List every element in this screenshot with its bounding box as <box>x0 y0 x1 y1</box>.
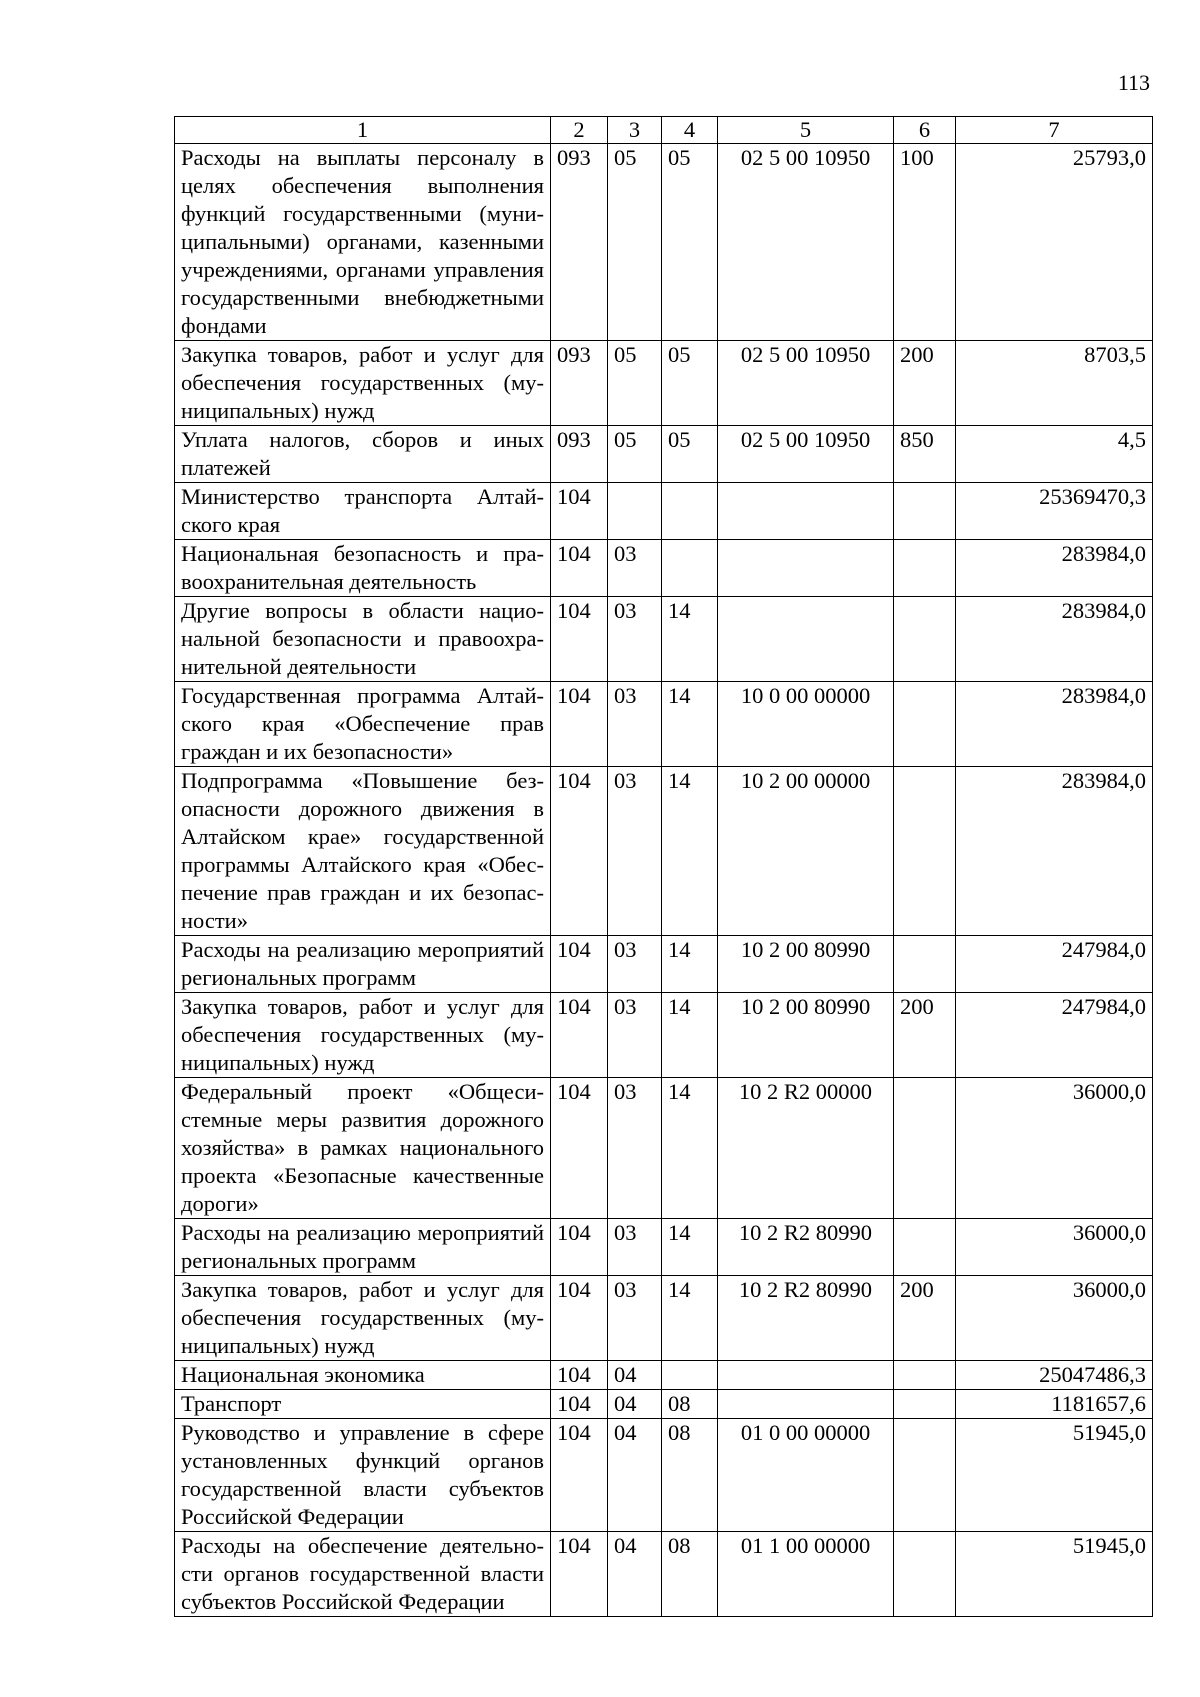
column-header-4: 4 <box>662 117 718 144</box>
expense-type-cell <box>894 597 956 682</box>
amount-cell: 36000,0 <box>956 1276 1153 1361</box>
table-row <box>175 1419 1153 1532</box>
section-code-cell: 04 <box>608 1361 662 1390</box>
amount-cell: 283984,0 <box>956 597 1153 682</box>
grbs-code-cell: 104 <box>551 1532 608 1617</box>
table-body <box>175 144 1153 1617</box>
section-code-cell: 04 <box>608 1419 662 1532</box>
section-code-cell: 03 <box>608 597 662 682</box>
amount-cell: 247984,0 <box>956 936 1153 993</box>
subsection-code-cell: 14 <box>662 767 718 936</box>
section-code-cell: 03 <box>608 1276 662 1361</box>
column-header-1: 1 <box>175 117 551 144</box>
table-row <box>175 682 1153 767</box>
target-article-cell <box>718 1390 894 1419</box>
expense-type-cell: 200 <box>894 1276 956 1361</box>
subsection-code-cell: 14 <box>662 1078 718 1219</box>
section-code-cell: 03 <box>608 682 662 767</box>
expense-name-cell: Федеральный проект «Общесистемные меры развития дорожного хозяйства» в рамках национального проекта «Безопасные качественные дороги» <box>175 1078 551 1219</box>
column-header-6: 6 <box>894 117 956 144</box>
column-header-7: 7 <box>956 117 1153 144</box>
subsection-code-cell: 05 <box>662 426 718 483</box>
expense-name-cell: Другие вопросы в области национальной безопасности и правоохранительной деятельности <box>175 597 551 682</box>
expense-name-cell: Расходы на обеспечение деятельности органов государственной власти субъектов Российской Федерации <box>175 1532 551 1617</box>
amount-cell: 283984,0 <box>956 767 1153 936</box>
subsection-code-cell <box>662 483 718 540</box>
grbs-code-cell: 104 <box>551 682 608 767</box>
amount-cell: 283984,0 <box>956 682 1153 767</box>
expense-type-cell: 200 <box>894 993 956 1078</box>
target-article-cell <box>718 597 894 682</box>
section-code-cell: 03 <box>608 540 662 597</box>
section-code-cell: 03 <box>608 993 662 1078</box>
amount-cell: 247984,0 <box>956 993 1153 1078</box>
section-code-cell: 04 <box>608 1532 662 1617</box>
grbs-code-cell: 093 <box>551 341 608 426</box>
grbs-code-cell: 093 <box>551 144 608 341</box>
expense-type-cell <box>894 767 956 936</box>
target-article-cell: 10 2 R2 80990 <box>718 1219 894 1276</box>
column-header-3: 3 <box>608 117 662 144</box>
expense-type-cell <box>894 1078 956 1219</box>
grbs-code-cell: 104 <box>551 993 608 1078</box>
subsection-code-cell: 08 <box>662 1532 718 1617</box>
table-row <box>175 1219 1153 1276</box>
target-article-cell <box>718 540 894 597</box>
table-row <box>175 1390 1153 1419</box>
table-row <box>175 597 1153 682</box>
subsection-code-cell: 05 <box>662 341 718 426</box>
grbs-code-cell: 104 <box>551 1419 608 1532</box>
expense-name-cell: Закупка товаров, работ и услуг для обеспечения государственных (муниципальных) нужд <box>175 341 551 426</box>
section-code-cell: 03 <box>608 1078 662 1219</box>
table-row <box>175 540 1153 597</box>
amount-cell: 1181657,6 <box>956 1390 1153 1419</box>
amount-cell: 36000,0 <box>956 1078 1153 1219</box>
target-article-cell: 02 5 00 10950 <box>718 144 894 341</box>
target-article-cell: 10 2 00 00000 <box>718 767 894 936</box>
table-row <box>175 426 1153 483</box>
table-row <box>175 936 1153 993</box>
target-article-cell: 02 5 00 10950 <box>718 426 894 483</box>
subsection-code-cell: 14 <box>662 597 718 682</box>
expense-type-cell <box>894 1361 956 1390</box>
grbs-code-cell: 104 <box>551 1276 608 1361</box>
table-row <box>175 1078 1153 1219</box>
column-header-5: 5 <box>718 117 894 144</box>
amount-cell: 25793,0 <box>956 144 1153 341</box>
amount-cell: 283984,0 <box>956 540 1153 597</box>
grbs-code-cell: 104 <box>551 540 608 597</box>
expense-name-cell: Расходы на реализацию мероприятий региональных программ <box>175 936 551 993</box>
header-row <box>175 117 1153 144</box>
expense-type-cell <box>894 682 956 767</box>
table-row <box>175 1532 1153 1617</box>
expense-type-cell <box>894 1219 956 1276</box>
expense-name-cell: Транспорт <box>175 1390 551 1419</box>
table-row <box>175 993 1153 1078</box>
target-article-cell <box>718 1361 894 1390</box>
amount-cell: 25369470,3 <box>956 483 1153 540</box>
grbs-code-cell: 104 <box>551 597 608 682</box>
expense-name-cell: Министерство транспорта Алтайского края <box>175 483 551 540</box>
subsection-code-cell: 14 <box>662 682 718 767</box>
grbs-code-cell: 104 <box>551 483 608 540</box>
expense-type-cell <box>894 483 956 540</box>
expense-name-cell: Закупка товаров, работ и услуг для обеспечения государственных (муниципальных) нужд <box>175 993 551 1078</box>
expense-type-cell <box>894 1419 956 1532</box>
expense-name-cell: Уплата налогов, сборов и иных платежей <box>175 426 551 483</box>
table-header <box>175 117 1153 144</box>
section-code-cell: 05 <box>608 341 662 426</box>
target-article-cell: 02 5 00 10950 <box>718 341 894 426</box>
expense-name-cell: Национальная безопасность и правоохранительная деятельность <box>175 540 551 597</box>
section-code-cell <box>608 483 662 540</box>
table-row <box>175 144 1153 341</box>
amount-cell: 51945,0 <box>956 1419 1153 1532</box>
section-code-cell: 03 <box>608 936 662 993</box>
grbs-code-cell: 104 <box>551 1219 608 1276</box>
expense-type-cell: 100 <box>894 144 956 341</box>
subsection-code-cell: 14 <box>662 936 718 993</box>
subsection-code-cell <box>662 1361 718 1390</box>
table-row <box>175 767 1153 936</box>
amount-cell: 25047486,3 <box>956 1361 1153 1390</box>
amount-cell: 4,5 <box>956 426 1153 483</box>
expense-type-cell <box>894 936 956 993</box>
expense-type-cell: 850 <box>894 426 956 483</box>
expense-type-cell <box>894 1532 956 1617</box>
grbs-code-cell: 104 <box>551 936 608 993</box>
target-article-cell: 10 2 R2 00000 <box>718 1078 894 1219</box>
grbs-code-cell: 104 <box>551 1078 608 1219</box>
grbs-code-cell: 104 <box>551 767 608 936</box>
target-article-cell: 01 0 00 00000 <box>718 1419 894 1532</box>
amount-cell: 51945,0 <box>956 1532 1153 1617</box>
grbs-code-cell: 104 <box>551 1390 608 1419</box>
table-row <box>175 483 1153 540</box>
target-article-cell: 10 2 R2 80990 <box>718 1276 894 1361</box>
grbs-code-cell: 093 <box>551 426 608 483</box>
section-code-cell: 05 <box>608 144 662 341</box>
budget-table <box>174 116 1153 1617</box>
subsection-code-cell <box>662 540 718 597</box>
expense-type-cell <box>894 540 956 597</box>
table-row <box>175 1276 1153 1361</box>
expense-name-cell: Руководство и управление в сфере установленных функций органов государственной власти субъектов Российской Федерации <box>175 1419 551 1532</box>
subsection-code-cell: 14 <box>662 993 718 1078</box>
section-code-cell: 05 <box>608 426 662 483</box>
amount-cell: 36000,0 <box>956 1219 1153 1276</box>
expense-name-cell: Закупка товаров, работ и услуг для обеспечения государственных (муниципальных) нужд <box>175 1276 551 1361</box>
subsection-code-cell: 14 <box>662 1276 718 1361</box>
expense-name-cell: Государственная программа Алтайского края «Обеспечение прав граждан и их безопасности» <box>175 682 551 767</box>
section-code-cell: 03 <box>608 1219 662 1276</box>
page-number: 113 <box>1117 70 1150 95</box>
subsection-code-cell: 08 <box>662 1419 718 1532</box>
expense-type-cell <box>894 1390 956 1419</box>
subsection-code-cell: 05 <box>662 144 718 341</box>
target-article-cell: 01 1 00 00000 <box>718 1532 894 1617</box>
table-row <box>175 1361 1153 1390</box>
target-article-cell: 10 2 00 80990 <box>718 936 894 993</box>
expense-name-cell: Расходы на реализацию мероприятий региональных программ <box>175 1219 551 1276</box>
column-header-2: 2 <box>551 117 608 144</box>
amount-cell: 8703,5 <box>956 341 1153 426</box>
table-row <box>175 341 1153 426</box>
subsection-code-cell: 08 <box>662 1390 718 1419</box>
grbs-code-cell: 104 <box>551 1361 608 1390</box>
subsection-code-cell: 14 <box>662 1219 718 1276</box>
section-code-cell: 04 <box>608 1390 662 1419</box>
target-article-cell: 10 2 00 80990 <box>718 993 894 1078</box>
section-code-cell: 03 <box>608 767 662 936</box>
expense-name-cell: Национальная экономика <box>175 1361 551 1390</box>
expense-type-cell: 200 <box>894 341 956 426</box>
expense-name-cell: Подпрограмма «Повышение безопасности дорожного движения в Алтайском крае» государственной программы Алтайского края «Обеспечение прав граждан и их безопасности» <box>175 767 551 936</box>
target-article-cell <box>718 483 894 540</box>
expense-name-cell: Расходы на выплаты персоналу в целях обеспечения выполнения функций государственными (муниципальными) органами, казенными учреждениями, органами управления государственными внебюджетными фондами <box>175 144 551 341</box>
target-article-cell: 10 0 00 00000 <box>718 682 894 767</box>
